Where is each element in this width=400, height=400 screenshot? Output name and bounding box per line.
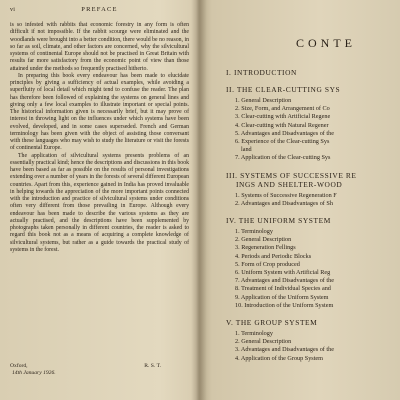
toc-item: land xyxy=(241,146,252,154)
toc-item: 4. Application of the Group System xyxy=(235,354,323,362)
toc-part-heading-continued: INGS AND SHELTER-WOOD xyxy=(236,179,343,189)
paragraph: The application of silvicultural systems presents problems of an essentially practical kind; hence the descriptions and discussions in this book have been based as far as possible on the results of personal investigations extending over a number of years in the forests of several different European countries. Apart from this, experience gained in India has proved invaluable in helping towards the appreciation of the more important points connected with the introduction and practice of silvicultural systems under conditions often very different from those prevailing in Europe. Although every endeavour has been made to describe the various systems as they are actually practised, and the descriptions have been supplemented by photographs taken personally in different countries, the reader is asked to regard this book not as a means of acquiring a complete knowledge of silvicultural systems, but rather as a guide towards the practical study of systems in the forest. xyxy=(10,152,189,253)
preface-page xyxy=(8,6,191,398)
toc-item: 1. Terminology xyxy=(235,228,273,236)
toc-item: 2. General Description xyxy=(235,338,292,346)
toc-item: 2. Advantages and Disadvantages of Sh xyxy=(235,199,333,207)
book-gutter xyxy=(191,0,207,400)
toc-part-heading: IV. THE UNIFORM SYSTEM xyxy=(226,216,331,226)
toc-item: 1. Systems of Successive Regeneration F xyxy=(235,191,337,199)
toc-item: 10. Introduction of the Uniform System xyxy=(235,301,334,309)
toc-item: 2. General Description xyxy=(235,236,292,244)
preface-body xyxy=(10,22,189,254)
author-initials: R. S. T. xyxy=(144,363,161,369)
toc-item: 5. Form of Crop produced xyxy=(235,260,300,268)
toc-part-heading: II. THE CLEAR-CUTTING SYS xyxy=(226,85,341,94)
toc-item: 2. Size, Form, and Arrangement of Co xyxy=(235,105,330,113)
signature-row xyxy=(10,363,189,369)
page-number: vi xyxy=(10,7,16,13)
toc-item: 9. Application of the Uniform System xyxy=(235,293,329,301)
toc-item: 6. Uniform System with Artificial Reg xyxy=(235,269,331,277)
contents-title: CONTE xyxy=(296,36,356,50)
toc-item: 4. Periods and Periodic Blocks xyxy=(235,252,312,260)
toc-item: 3. Regeneration Fellings xyxy=(235,244,296,252)
toc-item: 3. Advantages and Disadvantages of the xyxy=(235,346,334,354)
toc-item: 7. Advantages and Disadvantages of the xyxy=(235,277,334,285)
toc-part-heading: V. THE GROUP SYSTEM xyxy=(226,318,318,328)
table-of-contents xyxy=(226,68,400,363)
toc-item: 3. Clear-cutting with Artificial Regene xyxy=(235,113,331,121)
toc-item: 8. Treatment of Individual Species and xyxy=(235,285,331,293)
paragraph: In preparing this book every endeavour has been made to elucidate principles by giving a sufficiency of actual examples, while avoiding a superfluity of local detail which might tend to confuse the reader. The plan has therefore been followed of explaining the systems on general lines and giving only a few local examples to illustrate important or special points. The historical information given is necessarily brief, but it may prove of interest in throwing light on the influences under which systems have been evolved, developed, and in some cases superseded. French and German terminology has been given with the object of assisting those conversant with these languages who may wish to study the literature or visit the forests of continental Europe. xyxy=(10,72,189,152)
place: Oxford, xyxy=(10,363,28,369)
contents-page xyxy=(210,6,400,398)
paragraph: is so infested with rabbits that economic forestry in any form is often difficult if not impossible. If the rabbit scourge were eliminated and the woodlands were brought into a better condition, there would be no reason, in so far as soil, climate, and other factors are concerned, why the silvicultural systems of continental Europe should not be practised in Great Britain with results far more satisfactory from the economic point of view than those attained under the methods so frequently practised hitherto. xyxy=(10,22,189,72)
toc-part-heading: I. INTRODUCTION xyxy=(226,68,297,77)
preface-date: 14th January 1926. xyxy=(12,370,56,376)
toc-part-heading: III. SYSTEMS OF SUCCESSIVE RE xyxy=(226,170,357,180)
toc-item: 7. Application of the Clear-cutting Sys xyxy=(235,154,331,162)
toc-item: 1. Terminology xyxy=(235,330,273,338)
toc-item: 5. Advantages and Disadvantages of the xyxy=(235,129,334,137)
toc-item: 1. General Description xyxy=(235,97,292,104)
toc-item: 6. Experience of the Clear-cutting Sys xyxy=(235,138,330,146)
toc-item: 4. Clear-cutting with Natural Regener xyxy=(235,121,329,129)
running-head: PREFACE xyxy=(81,6,118,13)
